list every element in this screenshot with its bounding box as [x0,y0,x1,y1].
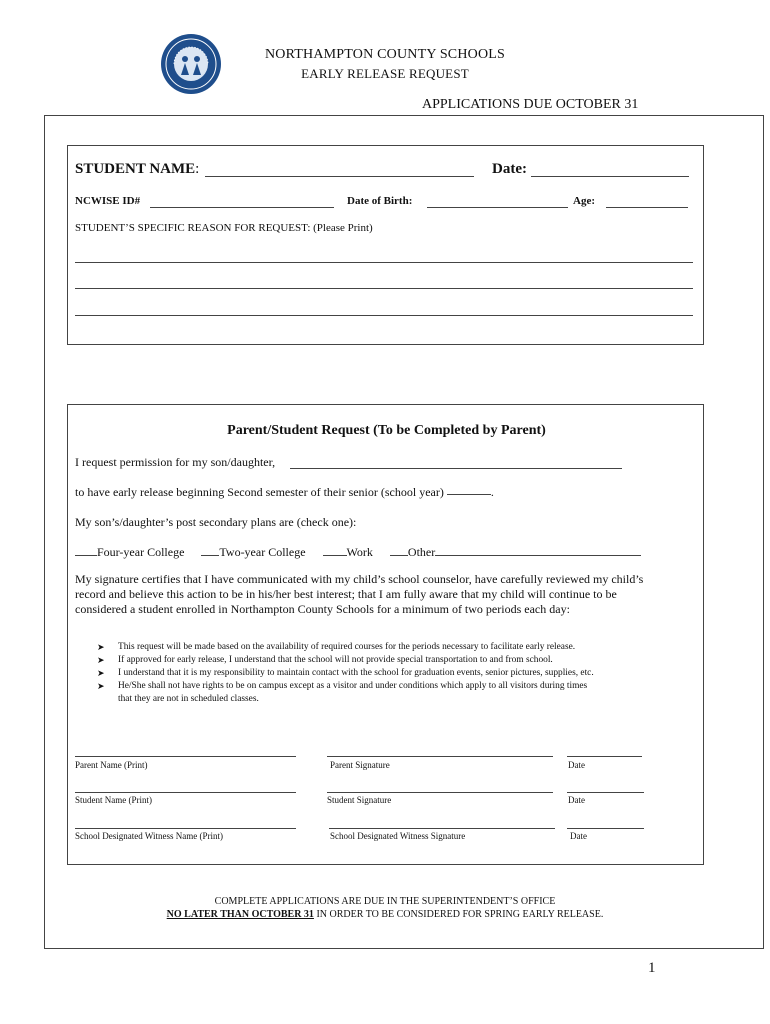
post-secondary-plans-text: My son’s/daughter’s post secondary plans are (check one): [75,515,357,529]
certify-line-1: My signature certifies that I have communicated with my child’s school counselor, have carefully reviewed my child’s [75,572,644,586]
request-permission-text: I request permission for my son/daughter, [75,455,276,469]
other-specify-field[interactable] [435,554,641,556]
school-year-field[interactable] [447,493,491,495]
witness-signature-label: School Designated Witness Signature [330,831,466,841]
arrow-bullet-icon: ➤ [97,668,105,678]
footer-notice-line-1: COMPLETE APPLICATIONS ARE DUE IN THE SUPERINTENDENT’S OFFICE [214,896,556,907]
date-field[interactable] [531,176,689,177]
witness-signature-line[interactable] [329,828,555,829]
reason-label: STUDENT’S SPECIFIC REASON FOR REQUEST: (Please Print) [75,222,373,234]
option-other: Other [407,545,436,559]
early-release-text-post: . [490,485,494,499]
list-item: ➤ He/She shall not have rights to be on campus except as a visitor and under conditions which apply to all visitors during times [97,681,588,691]
district-seal-icon [160,33,222,95]
list-item: ➤ If approved for early release, I understand that the school will not provide special transportation to and from school. [97,655,553,665]
footer-notice-rest: IN ORDER TO BE CONSIDERED FOR SPRING EARLY RELEASE. [313,909,604,920]
due-notice: APPLICATIONS DUE OCTOBER 31 [422,97,639,112]
arrow-bullet-icon: ➤ [97,681,105,691]
early-release-text-pre: to have early release beginning Second semester of their senior (school year) [75,485,444,499]
option-two-year: Two-year College [219,545,306,559]
parent-request-box [67,404,704,865]
reason-line-1[interactable] [75,262,693,263]
list-item: ➤ I understand that it is my responsibility to maintain contact with the school for graduation events, senior pictures, supplies, etc. [97,668,594,678]
date-label: Date: [492,161,527,177]
option-work: Work [346,545,373,559]
footer-notice-line-2 [0,909,770,920]
footer-deadline: NO LATER THAN OCTOBER 31 [166,909,314,920]
student-name-print-line[interactable] [75,792,296,793]
student-signature-line[interactable] [327,792,553,793]
four-year-checkline[interactable] [75,554,97,556]
witness-date-line[interactable] [567,828,644,829]
two-year-checkline[interactable] [201,554,219,556]
district-name: NORTHAMPTON COUNTY SCHOOLS [264,47,506,62]
dob-label: Date of Birth: [347,195,413,207]
certify-line-2: record and believe this action to be in his/her best interest; that I am fully aware that my child will continue to be [75,587,617,601]
student-signature-label: Student Signature [327,795,392,805]
age-label: Age: [573,195,595,207]
ncwise-field[interactable] [150,207,334,208]
certification-text [75,572,705,617]
list-item-continuation: that they are not in scheduled classes. [118,694,259,704]
student-name-label: STUDENT NAME [75,161,196,177]
list-item: ➤ This request will be made based on the availability of required courses for the periods necessary to facilitate early release. [97,642,576,652]
work-checkline[interactable] [323,554,347,556]
parent-name-line[interactable] [75,756,296,757]
witness-name-label: School Designated Witness Name (Print) [75,831,223,841]
parent-name-label: Parent Name (Print) [75,760,148,770]
student-name-colon: : [195,161,200,177]
arrow-bullet-icon: ➤ [97,655,105,665]
reason-line-3[interactable] [75,315,693,316]
option-four-year: Four-year College [97,545,185,559]
witness-name-line[interactable] [75,828,296,829]
parent-date-line[interactable] [567,756,642,757]
student-date-label: Date [568,795,585,805]
early-release-text [75,485,494,500]
parent-section-title: Parent/Student Request (To be Completed by Parent) [227,423,546,438]
son-daughter-field[interactable] [290,468,622,469]
arrow-bullet-icon: ➤ [97,642,105,652]
parent-date-label: Date [568,760,585,770]
student-info-box [67,145,704,345]
plans-options [75,545,641,560]
form-title: EARLY RELEASE REQUEST [301,66,469,81]
witness-date-label: Date [570,831,587,841]
certify-line-3: considered a student enrolled in Northampton County Schools for a minimum of two periods each day: [75,602,570,616]
page-number: 1 [648,960,656,976]
parent-signature-line[interactable] [327,756,553,757]
student-name-print-label: Student Name (Print) [75,795,152,805]
dob-field[interactable] [427,207,568,208]
age-field[interactable] [606,207,688,208]
other-checkline[interactable] [390,554,408,556]
reason-line-2[interactable] [75,288,693,289]
parent-signature-label: Parent Signature [330,760,390,770]
ncwise-label: NCWISE ID# [75,195,141,207]
student-date-line[interactable] [567,792,644,793]
student-name-field[interactable] [205,176,474,177]
conditions-list [76,641,704,706]
